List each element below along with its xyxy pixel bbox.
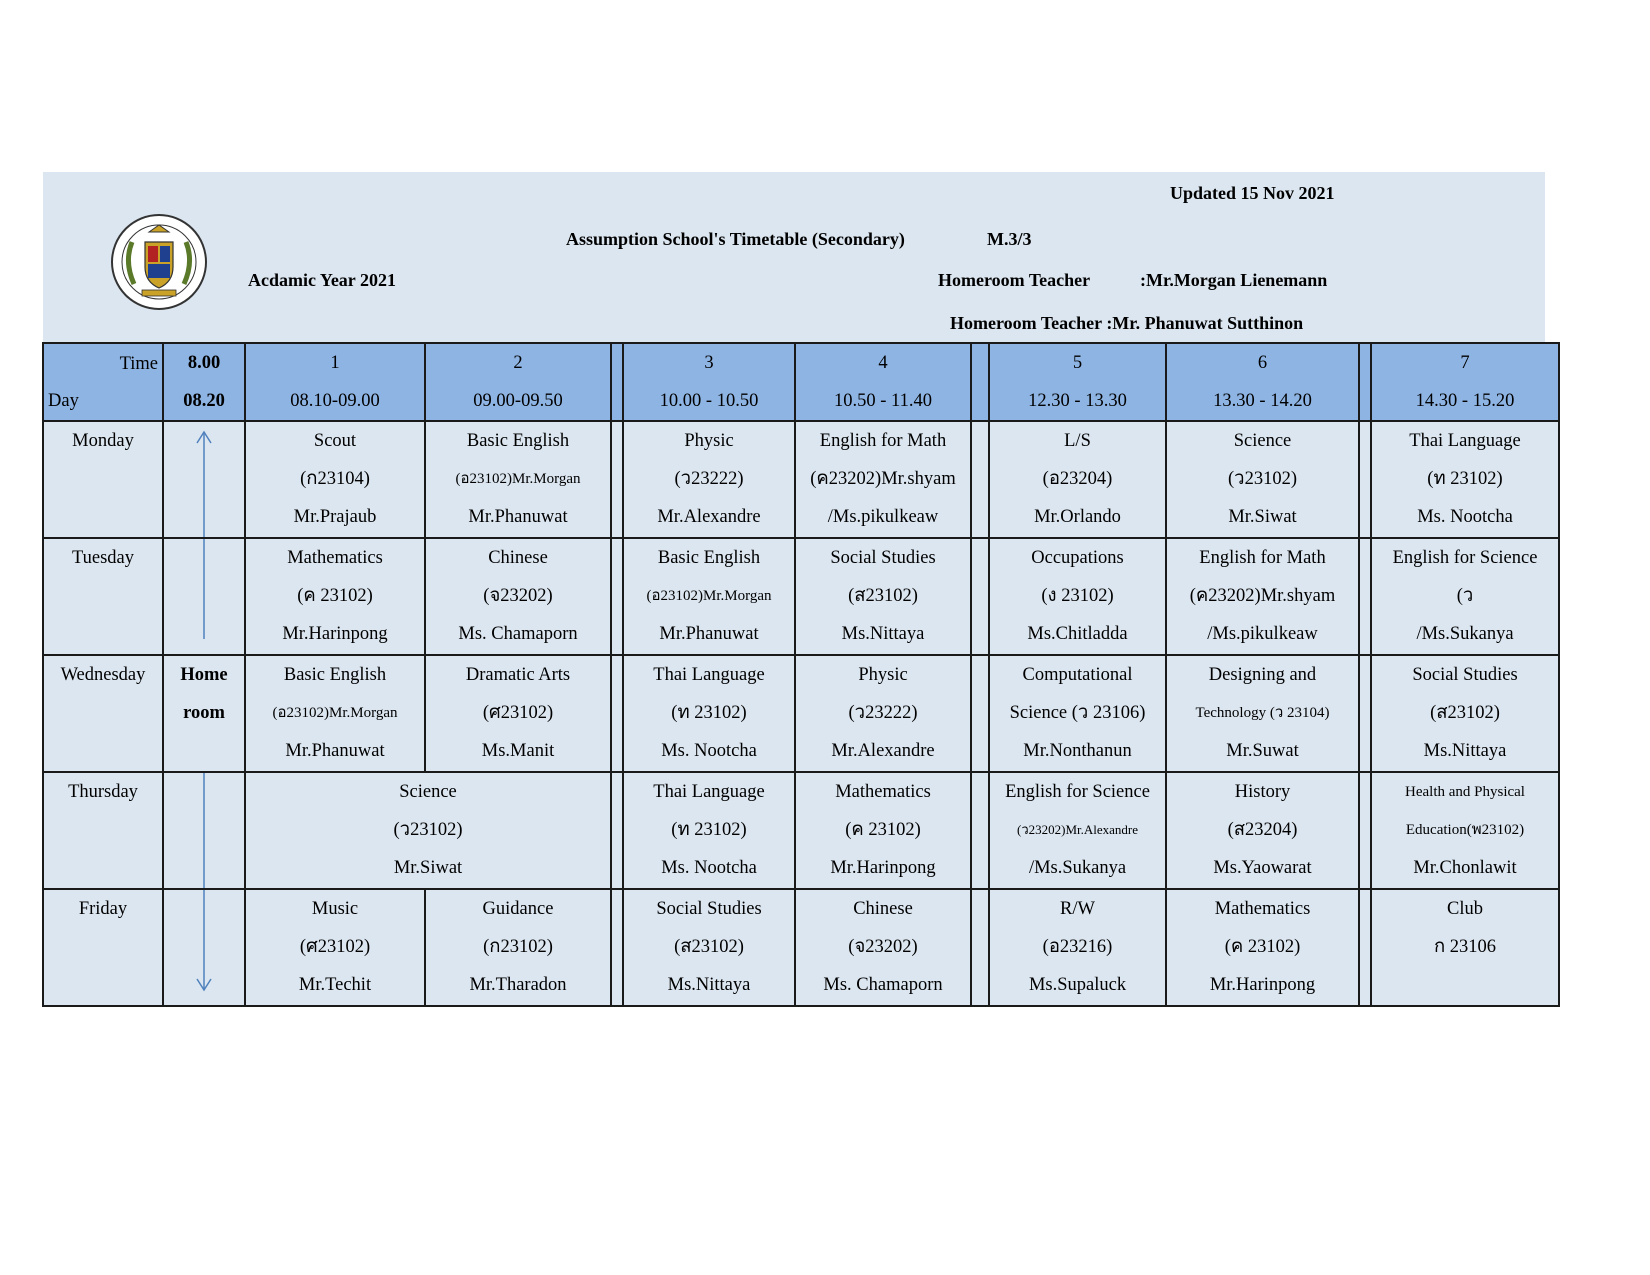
day-label-friday: Friday xyxy=(43,889,163,1006)
arrow-down-icon xyxy=(164,890,244,1005)
timetable xyxy=(42,342,1560,1007)
class-cell: Chinese (จ23202) Ms. Chamaporn xyxy=(425,538,611,655)
homeroom-teacher-name: :Mr.Morgan Lienemann xyxy=(1140,270,1328,290)
class-cell: English for Science (ว23202)Mr.Alexandre /Ms.Sukanya xyxy=(989,772,1166,889)
class-cell: Thai Language (ท 23102) Ms. Nootcha xyxy=(623,655,795,772)
homeroom-label: Home room xyxy=(163,655,245,772)
class-cell: Occupations (ง 23102) Ms.Chitladda xyxy=(989,538,1166,655)
class-cell: Basic English (อ23102)Mr.Morgan Mr.Phanuwat xyxy=(425,421,611,538)
row-tuesday xyxy=(43,538,1559,655)
period-header-4: 4 10.50 - 11.40 xyxy=(795,343,971,421)
period-header-1: 1 08.10-09.00 xyxy=(245,343,425,421)
period-header-6: 6 13.30 - 14.20 xyxy=(1166,343,1359,421)
page-title: Assumption School's Timetable (Secondary) xyxy=(566,229,905,249)
class-cell: Computational Science (ว 23106) Mr.Nonthanun xyxy=(989,655,1166,772)
row-friday xyxy=(43,889,1559,1006)
updated-date: Updated 15 Nov 2021 xyxy=(1170,183,1335,203)
class-cell: Scout (ก23104) Mr.Prajaub xyxy=(245,421,425,538)
class-cell: Mathematics (ค 23102) Mr.Harinpong xyxy=(1166,889,1359,1006)
school-crest-logo xyxy=(108,212,210,312)
arrow-line-icon xyxy=(164,773,244,888)
class-cell: Chinese (จ23202) Ms. Chamaporn xyxy=(795,889,971,1006)
day-label-thursday: Thursday xyxy=(43,772,163,889)
row-thursday xyxy=(43,772,1559,889)
period-header-2: 2 09.00-09.50 xyxy=(425,343,611,421)
period-header-5: 5 12.30 - 13.30 xyxy=(989,343,1166,421)
time-day-header xyxy=(43,343,163,421)
arrow-up-icon xyxy=(164,422,244,537)
class-cell: Thai Language (ท 23102) Ms. Nootcha xyxy=(623,772,795,889)
class-cell: Basic English (อ23102)Mr.Morgan Mr.Phanuwat xyxy=(245,655,425,772)
class-cell: Social Studies (ส23102) Ms.Nittaya xyxy=(1371,655,1559,772)
class-cell: Social Studies (ส23102) Ms.Nittaya xyxy=(795,538,971,655)
homeroom-cell xyxy=(163,538,245,655)
homeroom-cell xyxy=(163,772,245,889)
homeroom-time-header: 8.00 08.20 xyxy=(163,343,245,421)
class-cell: R/W (อ23216) Ms.Supaluck xyxy=(989,889,1166,1006)
class-cell: L/S (อ23204) Mr.Orlando xyxy=(989,421,1166,538)
lunch-gap xyxy=(971,343,989,421)
header-row xyxy=(43,343,1559,421)
class-cell: Social Studies (ส23102) Ms.Nittaya xyxy=(623,889,795,1006)
class-cell: English for Math (ค23202)Mr.shyam /Ms.pikulkeaw xyxy=(1166,538,1359,655)
class-cell: Dramatic Arts (ศ23102) Ms.Manit xyxy=(425,655,611,772)
class-cell: Guidance (ก23102) Mr.Tharadon xyxy=(425,889,611,1006)
class-cell: Science (ว23102) Mr.Siwat xyxy=(1166,421,1359,538)
class-cell: Club ก 23106 xyxy=(1371,889,1559,1006)
day-label-tuesday: Tuesday xyxy=(43,538,163,655)
class-cell: English for Math (ค23202)Mr.shyam /Ms.pikulkeaw xyxy=(795,421,971,538)
class-cell: History (ส23204) Ms.Yaowarat xyxy=(1166,772,1359,889)
homeroom-teacher-label: Homeroom Teacher xyxy=(938,270,1091,290)
period-header-3: 3 10.00 - 10.50 xyxy=(623,343,795,421)
class-cell: Basic English (อ23102)Mr.Morgan Mr.Phanuwat xyxy=(623,538,795,655)
class-cell: Mathematics (ค 23102) Mr.Harinpong xyxy=(795,772,971,889)
class-cell: Health and Physical Education(พ23102) Mr.Chonlawit xyxy=(1371,772,1559,889)
class-label: M.3/3 xyxy=(987,229,1032,249)
class-cell: English for Science (ว /Ms.Sukanya xyxy=(1371,538,1559,655)
class-cell-merged: Science (ว23102) Mr.Siwat xyxy=(245,772,611,889)
period-header-7: 7 14.30 - 15.20 xyxy=(1371,343,1559,421)
break-gap xyxy=(1359,343,1371,421)
break-gap xyxy=(611,343,623,421)
class-cell: Music (ศ23102) Mr.Techit xyxy=(245,889,425,1006)
class-cell: Physic (ว23222) Mr.Alexandre xyxy=(623,421,795,538)
class-cell: Designing and Technology (ว 23104) Mr.Suwat xyxy=(1166,655,1359,772)
row-monday xyxy=(43,421,1559,538)
class-cell: Thai Language (ท 23102) Ms. Nootcha xyxy=(1371,421,1559,538)
arrow-line-icon xyxy=(164,539,244,654)
academic-year: Acdamic Year 2021 xyxy=(248,270,396,290)
row-wednesday xyxy=(43,655,1559,772)
day-label-wednesday: Wednesday xyxy=(43,655,163,772)
class-cell: Physic (ว23222) Mr.Alexandre xyxy=(795,655,971,772)
day-label: Day xyxy=(48,391,79,411)
time-label: Time xyxy=(119,354,158,374)
homeroom-cell xyxy=(163,889,245,1006)
day-label-monday: Monday xyxy=(43,421,163,538)
homeroom-cell xyxy=(163,421,245,538)
homeroom-teacher-2: Homeroom Teacher :Mr. Phanuwat Sutthinon xyxy=(950,313,1304,333)
class-cell: Mathematics (ค 23102) Mr.Harinpong xyxy=(245,538,425,655)
